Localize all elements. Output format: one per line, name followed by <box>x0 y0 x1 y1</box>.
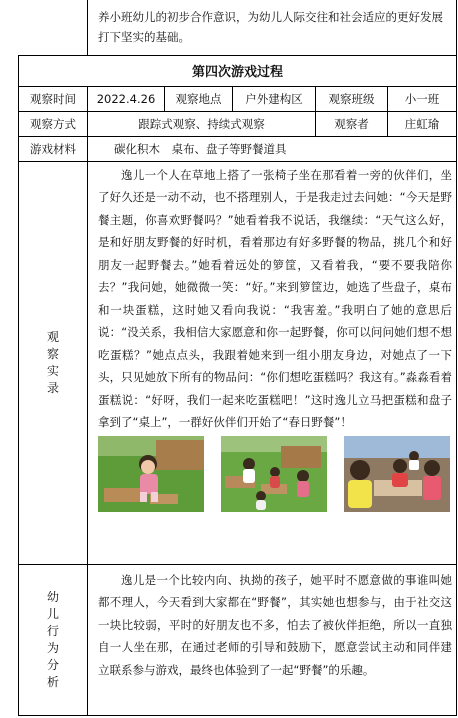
analysis-text: 逸儿是一个比较内向、执拗的孩子，她平时不愿意做的事谁叫她都不理人，今天看到大家都在“野餐”，其实她也想参与，由于社交这一块比较弱，平时的好朋友也不多，怕去了被伙伴拒绝，所以一直独自一人坐在那，在通过老师的引导和鼓励下，愿意尝试主动和同伴建立联系参与游戏，最终也体验到了一起“野餐”的乐趣。 <box>88 564 457 715</box>
observation-label-char: 观 <box>46 329 59 344</box>
record-table <box>18 0 457 716</box>
section-title: 第四次游戏过程 <box>19 55 457 86</box>
observer-value: 庄虹瑜 <box>388 111 457 136</box>
blank-cell <box>19 0 88 55</box>
material-value: 碳化积木 桌布、盘子等野餐道具 <box>88 136 457 161</box>
analysis-label-char: 行 <box>46 623 59 638</box>
observation-text: 逸儿一个人在草地上搭了一张椅子坐在那看着一旁的伙伴们，坐了好久还是一动不动，也不搭理别人，于是我走过去问她：“今天是野餐主题，你喜欢野餐吗？”她看着我不说话，我继续：“天气这么好，是和好朋友野餐的好时机，看着那边有好多野餐的物品，挑几个和好朋友一起野餐去。”她看着远处的箩筐，又看着我，“要不要我陪你去？”我问她，她微微一笑：“好。”来到箩筐边，她选了些盘子，桌布和一块蛋糕，这时她又看向我说：“我害羞。”我明白了她的意思后说：“没关系，我相信大家愿意和你一起野餐，你可以问问她们想不想吃蛋糕？”她点点头，我跟着她来到一组小朋友身边，对她点了一下头，只见她放下所有的物品问：“你们想吃蛋糕吗？我这有。”淼淼看着蛋糕说：“好呀，我们一起来吃蛋糕吧！”这时逸儿立马把蛋糕和盘子拿到了“桌上”，一群好伙伴们开始了“春日野餐”！ <box>98 167 453 429</box>
class-label: 观察班级 <box>316 86 388 111</box>
analysis-label <box>19 564 88 715</box>
photo-picnic-group <box>344 436 450 512</box>
photo-children-building-blocks <box>221 436 327 512</box>
time-label: 观察时间 <box>19 86 88 111</box>
analysis-label-char: 析 <box>46 674 59 689</box>
analysis-label-char: 儿 <box>46 606 59 621</box>
observation-cell <box>88 161 457 564</box>
material-label: 游戏材料 <box>19 136 88 161</box>
observation-label-char: 实 <box>46 363 59 378</box>
analysis-label-char: 为 <box>46 640 59 655</box>
class-value: 小一班 <box>388 86 457 111</box>
method-label: 观察方式 <box>19 111 88 136</box>
intro-text: 养小班幼儿的初步合作意识，为幼儿人际交往和社会适应的更好发展打下坚实的基础。 <box>88 0 457 55</box>
place-label: 观察地点 <box>165 86 233 111</box>
observation-label-char: 察 <box>46 346 59 361</box>
observation-record-document <box>18 0 456 716</box>
analysis-label-char: 分 <box>46 657 59 672</box>
observation-label-char: 录 <box>46 380 59 395</box>
analysis-label-char: 幼 <box>46 589 59 604</box>
place-value: 户外建构区 <box>233 86 316 111</box>
method-value: 跟踪式观察、持续式观察 <box>88 111 316 136</box>
observation-label <box>19 161 88 564</box>
time-value: 2022.4.26 <box>88 86 165 111</box>
observer-label: 观察者 <box>316 111 388 136</box>
photo-girl-on-grass <box>98 436 204 512</box>
photo-strip <box>88 434 456 518</box>
